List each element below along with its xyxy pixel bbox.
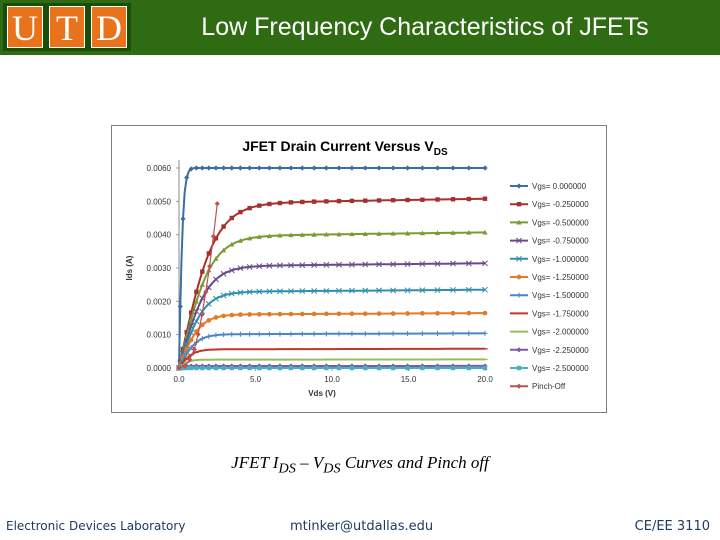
legend-entry (510, 273, 589, 282)
legend-entry (510, 218, 589, 227)
data-point (377, 366, 381, 370)
data-point (257, 366, 261, 370)
data-point (516, 347, 521, 352)
data-point (405, 331, 410, 336)
data-point (288, 165, 293, 170)
data-point (363, 366, 367, 370)
data-point (289, 366, 293, 370)
data-point (214, 366, 218, 370)
series-line (179, 232, 485, 368)
legend-label: Vgs= -2.000000 (532, 327, 589, 337)
data-point (516, 384, 521, 389)
data-point (324, 165, 329, 170)
data-point (207, 251, 211, 255)
legend-label: Pinch-Off (532, 382, 566, 392)
data-point (229, 165, 234, 170)
caption-sub-ids: DS (278, 460, 296, 477)
data-point (517, 366, 521, 370)
data-point (247, 366, 251, 370)
series-line (179, 333, 485, 368)
data-point (363, 165, 368, 170)
data-point (238, 312, 243, 317)
data-point (516, 293, 521, 298)
data-point (435, 331, 440, 336)
data-point (229, 313, 234, 318)
legend-label: Vgs= -2.500000 (532, 364, 589, 373)
slide-title: Low Frequency Characteristics of JFETs (201, 13, 649, 41)
data-point (405, 198, 409, 202)
x-axis-label: Vds (V) (308, 389, 336, 398)
data-point (230, 366, 234, 370)
x-tick-label: 10.0 (324, 375, 340, 384)
legend-label: Vgs= -1.750000 (532, 309, 589, 319)
footer-email: mtinker@utdallas.edu (290, 519, 434, 534)
data-point (363, 198, 367, 202)
data-point (206, 301, 211, 306)
data-point (207, 366, 211, 370)
legend-entry (510, 364, 589, 373)
footer-lab-name: Electronic Devices Laboratory (6, 519, 186, 533)
data-point (213, 333, 218, 338)
data-point (405, 366, 409, 370)
data-point (377, 311, 382, 316)
data-point (466, 165, 471, 170)
series-4 (176, 287, 487, 370)
data-point (247, 206, 251, 210)
caption-mid: – V (295, 453, 324, 472)
data-point (213, 277, 218, 282)
chart-svg (112, 126, 606, 412)
figure-caption (120, 453, 600, 477)
data-point (376, 331, 381, 336)
data-point (215, 201, 220, 206)
legend-label: Vgs= -2.250000 (532, 345, 589, 355)
data-point (349, 165, 354, 170)
data-point (391, 331, 396, 336)
data-point (238, 332, 243, 337)
legend-entry (510, 237, 589, 246)
data-point (247, 165, 252, 170)
data-point (312, 312, 317, 317)
data-point (221, 314, 226, 319)
legend-label: Vgs= -1.500000 (532, 291, 589, 301)
chart-frame (111, 125, 607, 413)
data-point (206, 165, 211, 170)
data-point (467, 311, 472, 316)
data-point (189, 366, 193, 370)
data-point (206, 318, 211, 323)
data-point (337, 366, 341, 370)
data-point (267, 366, 271, 370)
data-point (483, 311, 488, 316)
y-axis-label: Ids (A) (125, 255, 134, 281)
data-point (324, 331, 329, 336)
data-point (435, 311, 440, 316)
data-point (391, 198, 395, 202)
data-point (517, 275, 522, 280)
data-point (230, 216, 234, 220)
logo-letter-t: T (49, 6, 85, 48)
data-point (194, 366, 198, 370)
x-tick-label: 5.0 (249, 375, 262, 384)
data-point (420, 331, 425, 336)
data-point (300, 366, 304, 370)
series-5 (177, 311, 488, 371)
data-point (278, 201, 282, 205)
series-line (179, 290, 485, 368)
data-point (363, 331, 368, 336)
legend-label: Vgs= -0.750000 (532, 236, 589, 246)
data-point (391, 311, 396, 316)
legend-entry (510, 382, 566, 391)
data-point (349, 331, 354, 336)
data-point (450, 165, 455, 170)
data-point (435, 366, 439, 370)
x-tick-label: 0.0 (173, 375, 185, 384)
data-point (300, 200, 304, 204)
data-point (517, 202, 521, 206)
data-point (467, 366, 471, 370)
caption-post: Curves and Pinch off (340, 453, 489, 472)
y-tick-label: 0.0010 (146, 330, 171, 340)
legend-label: Vgs= -0.250000 (532, 200, 589, 210)
data-point (312, 199, 316, 203)
legend-label: Vgs= -1.250000 (532, 273, 589, 282)
data-point (278, 366, 282, 370)
data-point (300, 312, 305, 317)
data-point (277, 165, 282, 170)
y-tick-label: 0.0000 (146, 364, 171, 373)
data-point (289, 312, 294, 317)
data-point (238, 366, 242, 370)
data-point (483, 366, 487, 370)
data-point (184, 175, 189, 180)
data-point (300, 331, 305, 336)
data-point (289, 200, 293, 204)
data-point (466, 331, 471, 336)
data-point (483, 197, 487, 201)
data-point (391, 165, 396, 170)
legend-label: Vgs= -1.000000 (532, 254, 589, 264)
logo-letter-u: U (7, 6, 43, 48)
data-point (312, 366, 316, 370)
chart-title-subscript: DS (433, 147, 448, 158)
data-point (221, 366, 225, 370)
data-point (288, 331, 293, 336)
data-point (189, 338, 194, 343)
data-point (221, 224, 225, 228)
data-point (278, 312, 283, 317)
legend-entry (510, 328, 589, 337)
data-point (221, 332, 226, 337)
data-point (482, 331, 487, 336)
data-point (200, 366, 204, 370)
legend-entry (510, 309, 589, 318)
caption-sub-vds: DS (323, 460, 341, 477)
data-point (257, 203, 261, 207)
data-point (363, 311, 368, 316)
data-point (350, 199, 354, 203)
y-tick-label: 0.0060 (146, 164, 171, 173)
data-point (420, 366, 424, 370)
data-point (213, 165, 218, 170)
data-point (267, 331, 272, 336)
data-point (336, 165, 341, 170)
data-point (312, 165, 317, 170)
data-point (405, 165, 410, 170)
legend-entry (510, 200, 589, 209)
data-point (200, 269, 204, 273)
chart-title: JFET Drain Current Versus $V_{DS}$ (242, 138, 448, 158)
data-point (200, 165, 205, 170)
series-line (179, 199, 485, 368)
y-tick-label: 0.0050 (146, 197, 171, 207)
data-point (482, 165, 487, 170)
data-point (451, 311, 456, 316)
data-point (420, 165, 425, 170)
data-point (324, 366, 328, 370)
y-tick-label: 0.0020 (146, 297, 171, 307)
legend-entry (510, 291, 589, 300)
y-tick-label: 0.0030 (146, 264, 171, 273)
data-point (337, 199, 341, 203)
series-1 (177, 197, 487, 371)
data-point (257, 331, 262, 336)
x-tick-label: 15.0 (400, 375, 417, 384)
data-point (257, 165, 262, 170)
data-point (247, 332, 252, 337)
data-point (516, 183, 521, 188)
data-point (324, 312, 329, 317)
data-point (467, 197, 471, 201)
data-point (420, 311, 425, 316)
logo-letter-d: D (91, 6, 127, 48)
series-0 (176, 165, 487, 370)
data-point (377, 198, 381, 202)
data-point (267, 165, 272, 170)
legend-entry (510, 346, 589, 355)
data-point (267, 312, 272, 317)
utd-logo (3, 3, 131, 51)
y-tick-label: 0.0040 (146, 230, 171, 240)
data-point (324, 199, 328, 203)
data-point (194, 165, 199, 170)
data-point (451, 197, 455, 201)
data-point (420, 198, 424, 202)
legend-entry (510, 255, 589, 264)
data-point (221, 165, 226, 170)
data-point (435, 165, 440, 170)
data-point (229, 332, 234, 337)
data-point (194, 290, 198, 294)
caption-pre: JFET I (231, 453, 279, 472)
data-point (450, 331, 455, 336)
data-point (247, 312, 252, 317)
data-point (238, 210, 242, 214)
data-point (206, 334, 211, 339)
header-bar (0, 0, 720, 55)
data-point (312, 331, 317, 336)
data-point (336, 331, 341, 336)
data-point (451, 366, 455, 370)
data-point (391, 366, 395, 370)
data-point (350, 311, 355, 316)
data-point (337, 311, 342, 316)
data-point (277, 331, 282, 336)
legend-label: Vgs= 0.000000 (532, 182, 587, 191)
data-point (350, 366, 354, 370)
data-point (376, 165, 381, 170)
data-point (238, 165, 243, 170)
legend-label: Vgs= -0.500000 (532, 218, 589, 228)
legend-entry (510, 182, 587, 191)
data-point (214, 315, 219, 320)
footer-course: CE/EE 3110 (634, 519, 710, 534)
x-tick-label: 20.0 (477, 375, 493, 384)
data-point (180, 216, 185, 221)
data-point (267, 202, 271, 206)
data-point (435, 197, 439, 201)
data-point (405, 311, 410, 316)
data-point (300, 165, 305, 170)
data-point (257, 312, 262, 317)
